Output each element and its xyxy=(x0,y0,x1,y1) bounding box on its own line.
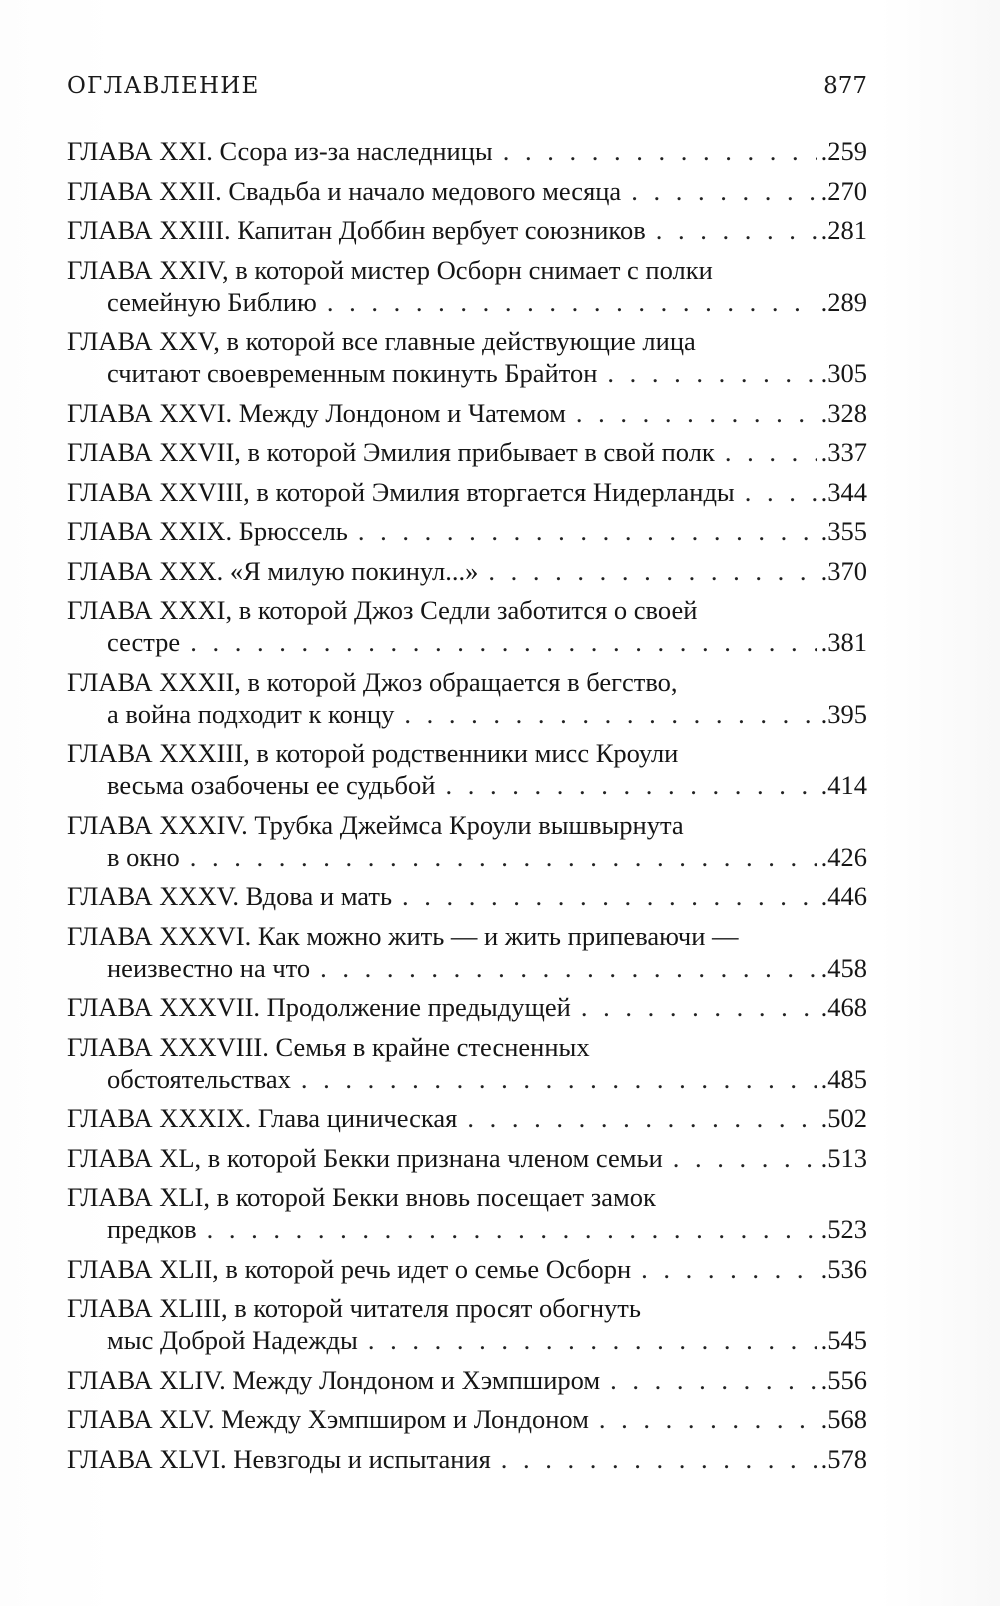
running-title: ОГЛАВЛЕНИЕ xyxy=(67,73,260,99)
chapter-page-number: .259 xyxy=(820,136,867,166)
chapter-page-number: .289 xyxy=(820,286,867,317)
toc-entry-line xyxy=(67,991,867,1023)
toc-entry-line xyxy=(67,1253,867,1285)
dot-leader xyxy=(190,626,816,658)
dot-leader xyxy=(581,991,817,1023)
chapter-page-number: .281 xyxy=(820,215,867,245)
chapter-title: ГЛАВА XXXII, в которой Джоз обращается в бегство, xyxy=(67,666,678,697)
chapter-title: ГЛАВА XLI, в которой Бекки вновь посещает замок xyxy=(67,1182,656,1212)
chapter-page-number: .458 xyxy=(820,952,867,983)
chapter-title: ГЛАВА XXXIV. Трубка Джеймса Кроули вышвырнута xyxy=(67,809,684,840)
chapter-title: неизвестно на что xyxy=(107,952,311,983)
dot-leader xyxy=(599,1403,817,1435)
toc-entry-line xyxy=(67,555,867,587)
toc-entry xyxy=(67,880,867,912)
toc-entry-line xyxy=(67,397,867,429)
toc-entry xyxy=(67,555,867,587)
toc-entry-line xyxy=(67,1443,867,1475)
chapter-title: ГЛАВА XXIII. Капитан Доббин вербует союзников xyxy=(67,215,646,245)
chapter-title: а война подходит к концу xyxy=(107,698,395,729)
toc-entry-line xyxy=(67,476,867,508)
chapter-title: ГЛАВА XLIII, в которой читателя просят обогнуть xyxy=(67,1293,641,1323)
toc-entry-line xyxy=(67,1102,867,1134)
dot-leader xyxy=(745,476,817,508)
dot-leader xyxy=(445,769,816,801)
chapter-title: ГЛАВА XXVII, в которой Эмилия прибывает в свой полк xyxy=(67,437,715,467)
dot-leader xyxy=(725,436,817,468)
chapter-title: ГЛАВА XLVI. Невзгоды и испытания xyxy=(67,1443,491,1474)
chapter-title: ГЛАВА XXXVII. Продолжение предыдущей xyxy=(67,992,571,1022)
toc-entry-line xyxy=(67,436,867,468)
toc-entry-line xyxy=(67,920,867,952)
chapter-title: ГЛАВА XXXVIII. Семья в крайне стесненных xyxy=(67,1031,590,1062)
chapter-title: ГЛАВА XXXV. Вдова и мать xyxy=(67,881,393,911)
toc-entry xyxy=(67,1102,867,1134)
toc-entry-line xyxy=(67,254,867,286)
table-of-contents xyxy=(67,135,867,1482)
chapter-page-number: .568 xyxy=(820,1404,867,1434)
toc-entry xyxy=(67,1181,867,1245)
toc-entry xyxy=(67,737,867,801)
chapter-page-number: .513 xyxy=(820,1142,867,1173)
chapter-title: предков xyxy=(107,1214,197,1244)
chapter-title: ГЛАВА XXIV, в которой мистер Осборн снимает с полки xyxy=(67,254,713,285)
page-header xyxy=(67,66,867,106)
chapter-title: ГЛАВА XXII. Свадьба и начало медового месяца xyxy=(67,175,622,206)
toc-entry-line xyxy=(67,325,867,357)
chapter-page-number: .556 xyxy=(820,1364,867,1395)
chapter-page-number: .523 xyxy=(820,1214,867,1244)
toc-entry xyxy=(67,254,867,318)
toc-entry xyxy=(67,1142,867,1174)
chapter-page-number: .370 xyxy=(820,555,867,586)
dot-leader xyxy=(320,952,816,984)
chapter-page-number: .344 xyxy=(820,476,867,507)
toc-entry-line xyxy=(67,214,867,246)
chapter-page-number: .337 xyxy=(820,437,867,467)
chapter-title: ГЛАВА XXX. «Я милую покинул...» xyxy=(67,555,479,586)
dot-leader xyxy=(673,1142,817,1174)
toc-entry-line xyxy=(67,737,867,769)
toc-entry xyxy=(67,135,867,167)
toc-entry xyxy=(67,325,867,389)
toc-entry xyxy=(67,175,867,207)
chapter-page-number: .578 xyxy=(820,1443,867,1474)
chapter-page-number: .485 xyxy=(820,1063,867,1094)
toc-entry xyxy=(67,594,867,658)
toc-entry xyxy=(67,1253,867,1285)
chapter-page-number: .414 xyxy=(820,770,867,800)
toc-entry xyxy=(67,1364,867,1396)
chapter-page-number: .381 xyxy=(820,627,867,657)
toc-entry xyxy=(67,214,867,246)
chapter-title: ГЛАВА XLV. Между Хэмпширом и Лондоном xyxy=(67,1404,589,1434)
page-number: 877 xyxy=(823,73,867,99)
dot-leader xyxy=(327,286,817,318)
toc-entry-line xyxy=(67,841,867,873)
dot-leader xyxy=(402,880,817,912)
chapter-title: ГЛАВА XXXI, в которой Джоз Седли заботится о своей xyxy=(67,595,698,625)
toc-entry xyxy=(67,476,867,508)
toc-entry-line xyxy=(67,809,867,841)
dot-leader xyxy=(190,841,817,873)
dot-leader xyxy=(358,515,817,547)
chapter-title: ГЛАВА XXXIX. Глава циническая xyxy=(67,1103,458,1133)
toc-entry xyxy=(67,991,867,1023)
chapter-title: обстоятельствах xyxy=(107,1063,291,1094)
dot-leader xyxy=(501,1443,817,1475)
dot-leader xyxy=(467,1102,816,1134)
chapter-title: мыс Доброй Надежды xyxy=(107,1325,358,1355)
toc-entry-line xyxy=(67,1031,867,1063)
toc-entry xyxy=(67,809,867,873)
chapter-page-number: .305 xyxy=(820,358,867,388)
toc-entry xyxy=(67,1292,867,1356)
chapter-title: ГЛАВА XLII, в которой речь идет о семье Осборн xyxy=(67,1253,632,1284)
toc-entry xyxy=(67,397,867,429)
toc-entry-line xyxy=(67,594,867,626)
chapter-title: ГЛАВА XXIX. Брюссель xyxy=(67,516,348,546)
toc-entry-line xyxy=(67,515,867,547)
chapter-title: ГЛАВА XXXIII, в которой родственники мисс Кроули xyxy=(67,738,679,768)
toc-entry-line xyxy=(67,135,867,167)
toc-entry-line xyxy=(67,1063,867,1095)
dot-leader xyxy=(656,214,817,246)
toc-entry-line xyxy=(67,1142,867,1174)
chapter-title: ГЛАВА XXXVI. Как можно жить — и жить припеваючи — xyxy=(67,920,739,951)
chapter-title: ГЛАВА XXVIII, в которой Эмилия вторгается Нидерланды xyxy=(67,476,735,507)
toc-entry-line xyxy=(67,880,867,912)
dot-leader xyxy=(404,698,816,730)
dot-leader xyxy=(368,1324,817,1356)
chapter-page-number: .355 xyxy=(820,516,867,546)
chapter-title: ГЛАВА XXV, в которой все главные действующие лица xyxy=(67,326,696,356)
chapter-title: весьма озабочены ее судьбой xyxy=(107,770,436,800)
toc-entry-line xyxy=(67,952,867,984)
chapter-title: ГЛАВА XXVI. Между Лондоном и Чатемом xyxy=(67,397,566,428)
chapter-title: ГЛАВА XXI. Ссора из-за наследницы xyxy=(67,136,493,166)
toc-entry xyxy=(67,920,867,984)
chapter-title: сестре xyxy=(107,627,181,657)
toc-entry-line xyxy=(67,175,867,207)
chapter-page-number: .270 xyxy=(820,175,867,206)
dot-leader xyxy=(607,357,816,389)
dot-leader xyxy=(641,1253,816,1285)
toc-entry-line xyxy=(67,1292,867,1324)
chapter-page-number: .545 xyxy=(820,1325,867,1355)
dot-leader xyxy=(301,1063,817,1095)
toc-entry xyxy=(67,1443,867,1475)
chapter-page-number: .426 xyxy=(820,841,867,872)
toc-entry-line xyxy=(67,1324,867,1356)
toc-entry-line xyxy=(67,286,867,318)
toc-entry-line xyxy=(67,666,867,698)
dot-leader xyxy=(488,555,816,587)
toc-entry-line xyxy=(67,698,867,730)
chapter-title: считают своевременным покинуть Брайтон xyxy=(107,358,598,388)
toc-entry-line xyxy=(67,1364,867,1396)
toc-entry xyxy=(67,1031,867,1095)
toc-entry-line xyxy=(67,1403,867,1435)
toc-entry-line xyxy=(67,626,867,658)
chapter-page-number: .502 xyxy=(820,1103,867,1133)
chapter-title: ГЛАВА XLIV. Между Лондоном и Хэмпширом xyxy=(67,1364,601,1395)
chapter-page-number: .536 xyxy=(820,1253,867,1284)
dot-leader xyxy=(207,1213,817,1245)
chapter-page-number: .468 xyxy=(820,992,867,1022)
toc-entry-line xyxy=(67,769,867,801)
toc-entry xyxy=(67,436,867,468)
chapter-page-number: .395 xyxy=(820,698,867,729)
dot-leader xyxy=(631,175,816,207)
toc-entry xyxy=(67,1403,867,1435)
toc-entry xyxy=(67,666,867,730)
toc-entry-line xyxy=(67,1181,867,1213)
chapter-title: ГЛАВА XL, в которой Бекки признана членом семьи xyxy=(67,1142,663,1173)
chapter-page-number: .328 xyxy=(820,397,867,428)
chapter-title: в окно xyxy=(107,841,180,872)
dot-leader xyxy=(610,1364,816,1396)
chapter-page-number: .446 xyxy=(820,881,867,911)
toc-entry-line xyxy=(67,1213,867,1245)
toc-entry-line xyxy=(67,357,867,389)
chapter-title: семейную Библию xyxy=(107,286,317,317)
dot-leader xyxy=(576,397,817,429)
toc-entry xyxy=(67,515,867,547)
dot-leader xyxy=(503,135,817,167)
